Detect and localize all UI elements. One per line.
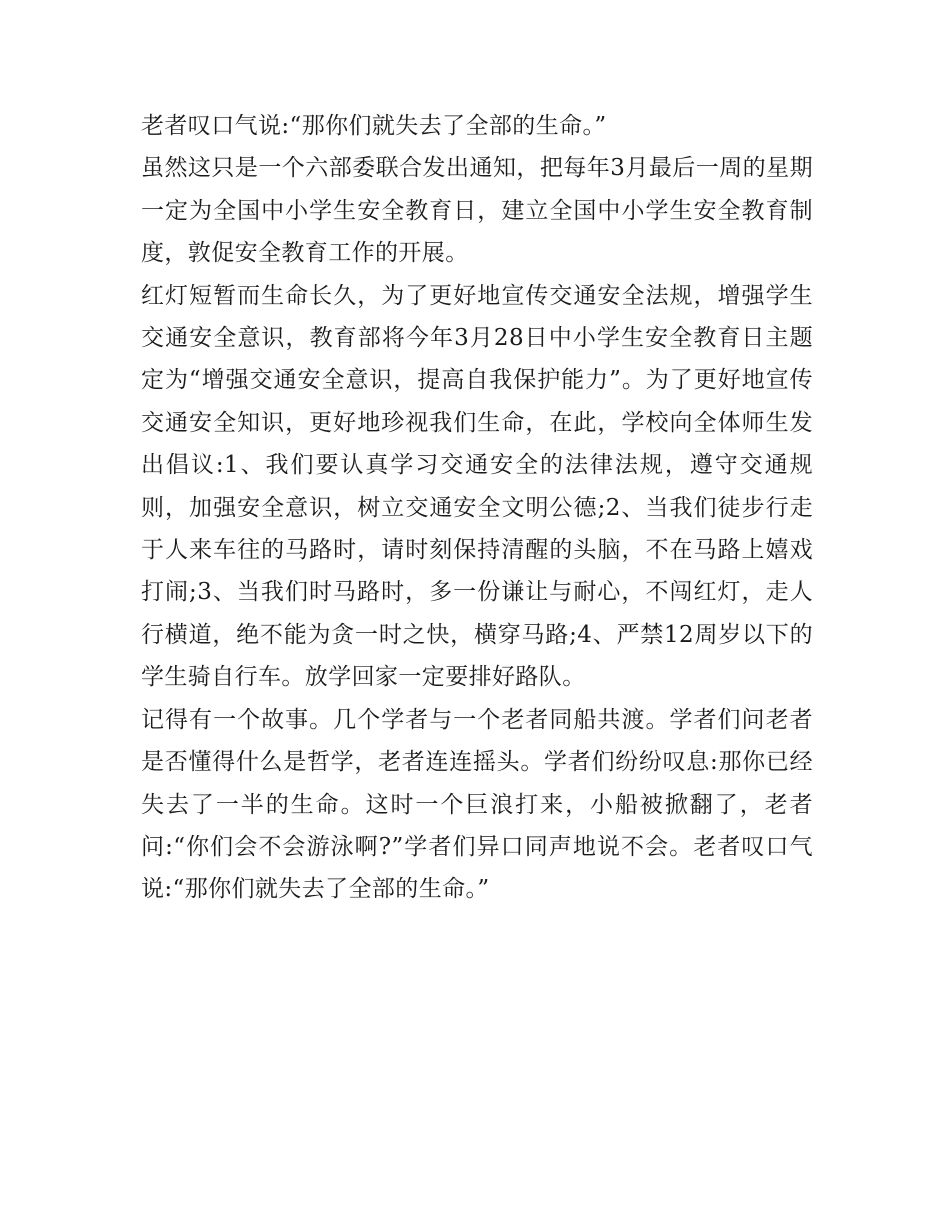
paragraph-opening-quote: 老者叹口气说:“那你们就失去了全部的生命。” bbox=[141, 113, 607, 139]
paragraph-safety-day-notice: 虽然这只是一个六部委联合发出通知，把每年3月最后一周的星期一定为全国中小学生安全教育日，建立全国中小学生安全教育制度，敦促安全教育工作的开展。 bbox=[141, 155, 813, 267]
paragraph-traffic-safety-proposal: 红灯短暂而生命长久，为了更好地宣传交通安全法规，增强学生交通安全意识，教育部将今年3月28日中小学生安全教育日主题定为“增强交通安全意识，提高自我保护能力”。为了更好地宣传交通安全知识，更好地珍视我们生命，在此，学校向全体师生发出倡议:1、我们要认真学习交通安全的法律法规，遵守交通规则，加强安全意识，树立交通安全文明公德;2、当我们徒步行走于人来车往的马路时，请时刻保持清醒的头脑，不在马路上嬉戏打闹;3、当我们时马路时，多一份谦让与耐心，不闯红灯，走人行横道，绝不能为贪一时之快，横穿马路;4、严禁12周岁以下的学生骑自行车。放学回家一定要排好路队。 bbox=[141, 282, 813, 691]
paragraph-scholars-story: 记得有一个故事。几个学者与一个老者同船共渡。学者们问老者是否懂得什么是哲学，老者连连摇头。学者们纷纷叹息:那你已经失去了一半的生命。这时一个巨浪打来，小船被掀翻了，老者问:“你们会不会游泳啊?”学者们异口同声地说不会。老者叹口气说:“那你们就失去了全部的生命。” bbox=[141, 706, 813, 903]
document-body bbox=[141, 105, 813, 911]
